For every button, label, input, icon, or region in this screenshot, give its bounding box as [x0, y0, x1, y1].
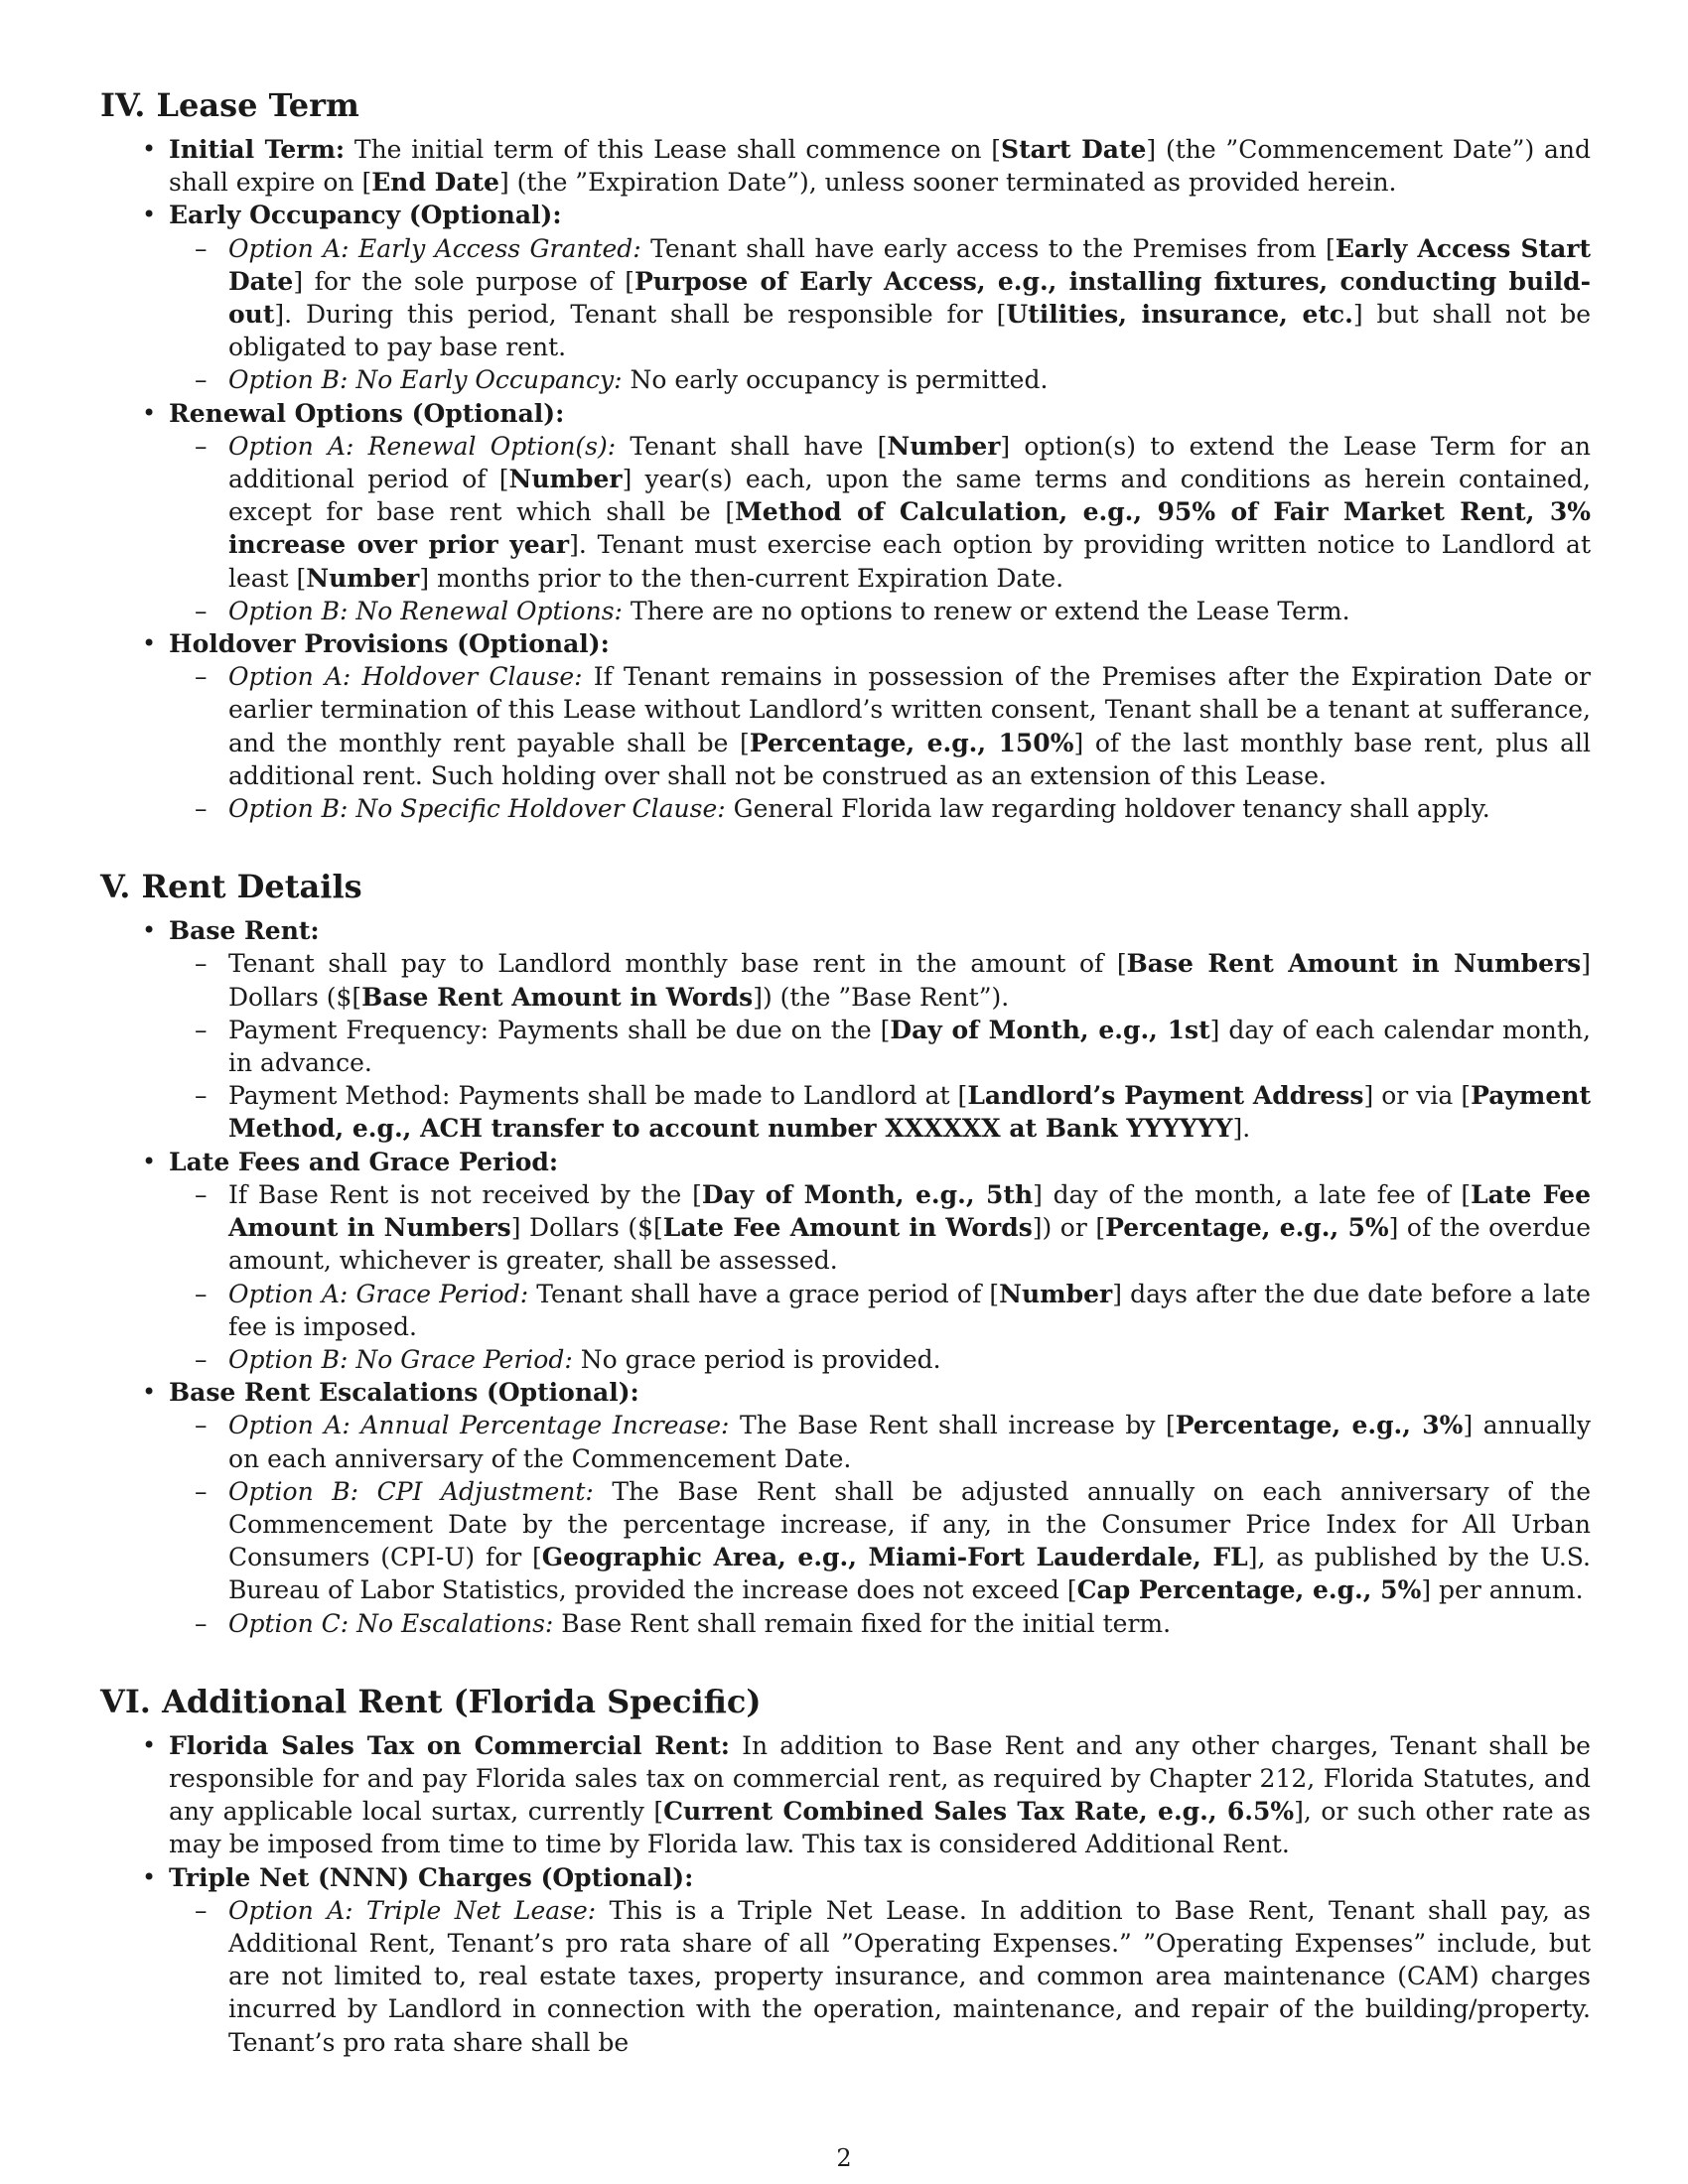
text-run: If Tenant remains in possession of the Premises after the Expiration Date or earlier termination of this Lease without Landlord’s written consent, Tenant shall be a tenant at sufferance, and the monthly rent payable shall be [	[228, 662, 1591, 757]
placeholder-field: Number	[999, 1279, 1113, 1308]
list-item	[169, 627, 1591, 825]
sub-list	[169, 232, 1591, 397]
list-item	[169, 914, 1591, 1145]
sub-item	[228, 1278, 1591, 1343]
item-label: Early Occupancy (Optional):	[169, 201, 562, 230]
text-run: This is a Triple Net Lease. In addition to Base Rent, Tenant shall pay, as Additional Rent, Tenant’s pro rata share of all ”Operating Expenses.” ”Operating Expenses” include, but are not limited to, real estate taxes, property insurance, and common area maintenance (CAM) charges incurred by Landlord in connection with the operation, maintenance, and repair of the building/property. Tenant’s pro rata share shall be	[228, 1895, 1592, 2057]
text-run: ]. During this period, Tenant shall be responsible for [	[274, 300, 1007, 330]
item-label: Renewal Options (Optional):	[169, 398, 565, 428]
placeholder-field: Early Access Start Date	[228, 233, 1591, 296]
sub-list	[169, 430, 1591, 627]
text-run: Payment Method: Payments shall be made to Landlord at [	[228, 1081, 968, 1111]
text-run: ] days after the due date before a late fee is imposed.	[228, 1279, 1591, 1341]
section-list	[100, 914, 1591, 1639]
text-run: ] of the last monthly base rent, plus all additional rent. Such holding over shall not be construed as an extension of this Lease.	[228, 728, 1591, 790]
text-run: Tenant shall have a grace period of [	[528, 1279, 1000, 1308]
sub-item	[228, 430, 1591, 595]
option-label: Option C: No Escalations:	[228, 1608, 554, 1638]
item-label: Late Fees and Grace Period:	[169, 1147, 559, 1176]
text-run: The Base Rent shall be adjusted annually on each anniversary of the Commencement Date by the percentage increase, if any, in the Consumer Price Index for All Urban Consumers (CPI-U) for [	[228, 1476, 1591, 1572]
section-list	[100, 1729, 1591, 2059]
text-run: ] of the overdue amount, whichever is greater, shall be assessed.	[228, 1213, 1591, 1276]
text-run: ] year(s) each, upon the same terms and conditions as herein contained, except for base rent which shall be [	[228, 465, 1591, 527]
text-run: ] day of the month, a late fee of [	[1033, 1179, 1472, 1209]
section-heading: IV. Lease Term	[100, 86, 359, 124]
placeholder-field: Geographic Area, e.g., Miami-Fort Lauderdale, FL	[541, 1543, 1248, 1572]
text-run: General Florida law regarding holdover tenancy shall apply.	[725, 794, 1490, 824]
text-run: The Base Rent shall increase by [	[729, 1411, 1176, 1440]
placeholder-field: Method of Calculation, e.g., 95% of Fair Market Rent, 3% increase over prior year	[228, 497, 1591, 560]
text-run: ] Dollars ($[	[228, 949, 1591, 1012]
placeholder-field: Cap Percentage, e.g., 5%	[1076, 1575, 1422, 1605]
text-run: ] but shall not be obligated to pay base rent.	[228, 300, 1591, 362]
text-run: Tenant shall pay to Landlord monthly base rent in the amount of [	[228, 949, 1127, 979]
placeholder-field: Number	[306, 563, 420, 593]
placeholder-field: Day of Month, e.g., 1st	[890, 1015, 1210, 1044]
text-run: ]. Tenant must exercise each option by providing written notice to Landlord at least [	[228, 530, 1591, 593]
text-run: If Base Rent is not received by the [	[228, 1179, 702, 1209]
sub-item	[228, 1079, 1591, 1145]
text-run: Tenant shall have early access to the Premises from [	[640, 233, 1336, 263]
option-label: Option A: Annual Percentage Increase:	[228, 1411, 730, 1440]
section-heading: VI. Additional Rent (Florida Specific)	[100, 1682, 762, 1720]
list-item	[169, 133, 1591, 199]
sub-item	[228, 792, 1591, 825]
text-run: ]) (the ”Base Rent”).	[753, 982, 1010, 1012]
sub-item	[228, 1894, 1591, 2059]
placeholder-field: End Date	[371, 168, 499, 198]
text-run: In addition to Base Rent and any other charges, Tenant shall be responsible for and pay Florida sales tax on commercial rent, as required by Chapter 212, Florida Statutes, and any applicable local surtax, currently [	[169, 1730, 1591, 1827]
text-run: ] day of each calendar month, in advance.	[228, 1015, 1591, 1078]
placeholder-field: Number	[508, 465, 623, 494]
placeholder-field: Landlord’s Payment Address	[967, 1081, 1364, 1111]
sub-item	[228, 1178, 1591, 1278]
option-label: Option B: No Grace Period:	[228, 1344, 573, 1374]
sub-item	[228, 1409, 1591, 1474]
item-label: Base Rent Escalations (Optional):	[169, 1378, 639, 1408]
item-label: Initial Term:	[169, 135, 346, 164]
placeholder-field: Late Fee Amount in Numbers	[228, 1179, 1591, 1243]
placeholder-field: Base Rent Amount in Numbers	[1126, 949, 1582, 979]
placeholder-field: Purpose of Early Access, e.g., installing fixtures, conducting build-out	[228, 266, 1591, 330]
text-run: ] or via [	[1363, 1081, 1472, 1111]
text-run: The initial term of this Lease shall commence on [	[345, 135, 1002, 164]
text-run: No early occupancy is permitted.	[622, 365, 1049, 395]
sub-item	[228, 660, 1591, 792]
option-label: Option A: Grace Period:	[228, 1279, 529, 1308]
sub-item	[228, 1014, 1591, 1079]
sub-item	[228, 363, 1591, 396]
text-run: ] months prior to the then-current Expiration Date.	[419, 563, 1064, 593]
placeholder-field: Day of Month, e.g., 5th	[701, 1179, 1034, 1209]
sub-list	[169, 1894, 1591, 2059]
sub-list	[169, 1409, 1591, 1639]
text-run: ] annually on each anniversary of the Commencement Date.	[228, 1411, 1592, 1473]
placeholder-field: Current Combined Sales Tax Rate, e.g., 6.5%	[663, 1797, 1295, 1827]
sub-list	[169, 660, 1591, 825]
item-label: Triple Net (NNN) Charges (Optional):	[169, 1862, 694, 1892]
list-item	[169, 1729, 1591, 1861]
text-run: Tenant shall have [	[616, 431, 888, 461]
list-item	[169, 397, 1591, 627]
text-run: ] (the ”Commencement Date”) and shall expire on [	[169, 135, 1591, 198]
option-label: Option A: Holdover Clause:	[228, 662, 583, 692]
option-label: Option A: Renewal Option(s):	[228, 431, 617, 461]
sub-item	[228, 1475, 1591, 1607]
sub-item	[228, 947, 1591, 1013]
text-run: ] per annum.	[1421, 1575, 1584, 1605]
text-run: ] for the sole purpose of [	[293, 266, 634, 296]
text-run: ]) or [	[1032, 1213, 1106, 1243]
document-body	[100, 85, 1591, 2059]
text-run: ], as published by the U.S. Bureau of Labor Statistics, provided the increase does not exceed [	[228, 1543, 1591, 1605]
list-item	[169, 1861, 1591, 2059]
placeholder-field: Late Fee Amount in Words	[662, 1213, 1033, 1243]
placeholder-field: Percentage, e.g., 3%	[1175, 1411, 1464, 1440]
option-label: Option B: No Specific Holdover Clause:	[228, 794, 726, 824]
placeholder-field: Payment Method, e.g., ACH transfer to account number XXXXXX at Bank YYYYYY	[228, 1081, 1592, 1144]
text-run: There are no options to renew or extend the Lease Term.	[622, 596, 1350, 625]
option-label: Option B: No Early Occupancy:	[228, 365, 623, 395]
sub-item	[228, 1343, 1591, 1376]
sub-item	[228, 1607, 1591, 1640]
option-label: Option B: CPI Adjustment:	[228, 1476, 594, 1506]
placeholder-field: Percentage, e.g., 150%	[749, 728, 1074, 757]
placeholder-field: Utilities, insurance, etc.	[1006, 300, 1353, 330]
item-label: Florida Sales Tax on Commercial Rent:	[169, 1730, 731, 1760]
text-run: No grace period is provided.	[572, 1344, 941, 1374]
section-list	[100, 133, 1591, 825]
option-label: Option B: No Renewal Options:	[228, 596, 623, 625]
sub-item	[228, 232, 1591, 364]
sub-item	[228, 595, 1591, 627]
text-run: Payment Frequency: Payments shall be due on the [	[228, 1015, 891, 1044]
placeholder-field: Number	[887, 431, 1001, 461]
item-label: Holdover Provisions (Optional):	[169, 629, 610, 659]
option-label: Option A: Triple Net Lease:	[228, 1895, 597, 1925]
placeholder-field: Start Date	[1001, 135, 1147, 164]
text-run: ] option(s) to extend the Lease Term for an additional period of [	[228, 431, 1591, 494]
text-run: ], or such other rate as may be imposed from time to time by Florida law. This tax is considered Additional Rent.	[169, 1797, 1591, 1859]
item-label: Base Rent:	[169, 916, 320, 946]
placeholder-field: Base Rent Amount in Words	[361, 982, 754, 1012]
text-run: ].	[1232, 1114, 1251, 1144]
text-run: ] Dollars ($[	[510, 1213, 663, 1243]
sub-list	[169, 1178, 1591, 1376]
text-run: Base Rent shall remain fixed for the initial term.	[553, 1608, 1172, 1638]
option-label: Option A: Early Access Granted:	[228, 233, 641, 263]
text-run: ] (the ”Expiration Date”), unless sooner terminated as provided herein.	[498, 168, 1397, 198]
placeholder-field: Percentage, e.g., 5%	[1105, 1213, 1389, 1243]
list-item	[169, 199, 1591, 396]
sub-list	[169, 947, 1591, 1145]
section-heading: V. Rent Details	[100, 868, 362, 906]
page-number: 2	[836, 2144, 852, 2172]
list-item	[169, 1376, 1591, 1640]
list-item	[169, 1146, 1591, 1376]
